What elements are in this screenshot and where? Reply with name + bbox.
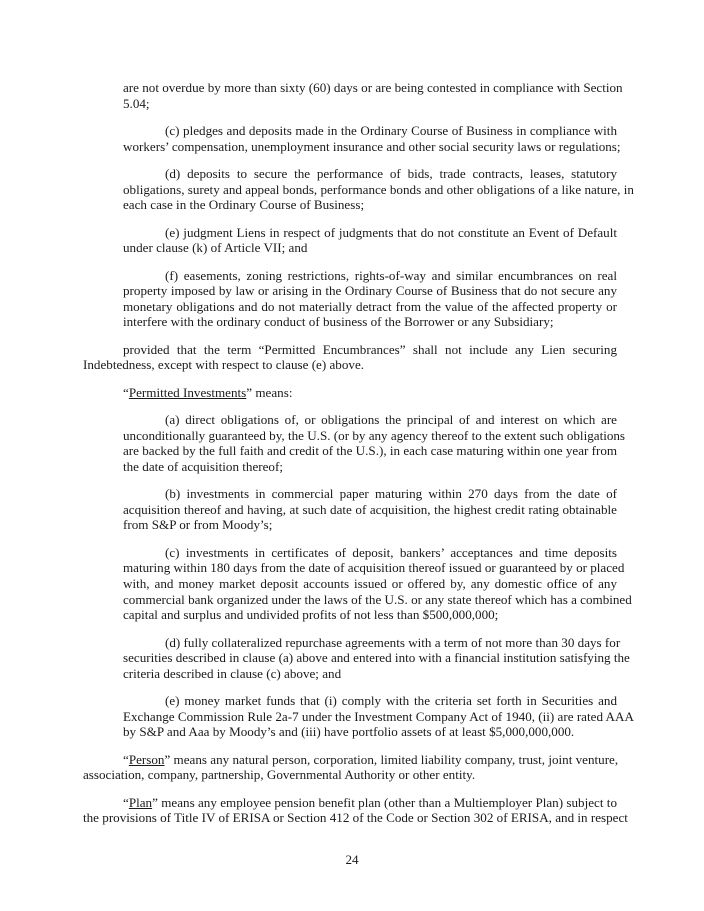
text-line: unconditionally guaranteed by, the U.S. (or by any agency thereof to the extent such obligations: [123, 427, 626, 443]
text-line: the date of acquisition thereof;: [123, 458, 283, 474]
text-line: commercial bank organized under the laws of the U.S. or any state thereof which has a combined: [123, 591, 632, 607]
text-line: (d) fully collateralized repurchase agreements with a term of not more than 30 days for: [165, 634, 621, 650]
paragraph-investments-e: [123, 693, 634, 740]
text-line: association, company, partnership, Governmental Authority or other entity.: [83, 767, 476, 783]
text-line: obligations, surety and appeal bonds, performance bonds and other obligations of a like nature, in: [123, 181, 634, 197]
definition-person: [83, 752, 617, 783]
text-line: (f) easements, zoning restrictions, rights-of-way and similar encumbrances on real: [165, 267, 617, 283]
definition-permitted-investments: [83, 385, 617, 401]
text-line: (b) investments in commercial paper maturing within 270 days from the date of: [165, 486, 617, 502]
paragraph-investments-b: [123, 486, 617, 533]
text-line: the provisions of Title IV of ERISA or Section 412 of the Code or Section 302 of ERISA, and in respect: [83, 810, 628, 826]
paragraph-encumbrances-b-continued: [123, 80, 623, 111]
definition-heading-line: [83, 385, 617, 401]
open-quote: “: [123, 384, 129, 400]
paragraph-investments-a: [123, 412, 626, 474]
definition-plan: [83, 794, 628, 826]
text-line: Indebtedness, except with respect to clause (e) above.: [83, 357, 365, 373]
text-line: (c) pledges and deposits made in the Ordinary Course of Business in compliance with: [165, 122, 617, 138]
definition-lead: ” means any employee pension benefit plan (other than a Multiemployer Plan) subject to: [152, 794, 617, 810]
text-line: criteria described in clause (c) above; and: [123, 665, 342, 681]
text-line: maturing within 180 days from the date of acquisition thereof issued or guaranteed by or placed: [123, 560, 625, 576]
paragraph-encumbrances-e: [123, 225, 617, 256]
paragraph-encumbrances-d: [123, 165, 634, 213]
paragraph-investments-d: [123, 634, 630, 682]
text-line: acquisition thereof and having, at such date of acquisition, the highest credit rating obtainable: [123, 501, 617, 517]
text-line: property imposed by law or arising in the Ordinary Course of Business that do not secure any: [123, 283, 617, 299]
text-line: under clause (k) of Article VII; and: [123, 240, 308, 256]
text-line: capital and surplus and undivided profits of not less than $500,000,000;: [123, 607, 499, 623]
page-number: 24: [345, 852, 359, 867]
text-line: are not overdue by more than sixty (60) days or are being contested in compliance with Section: [123, 80, 623, 95]
text-line: Exchange Commission Rule 2a-7 under the Investment Company Act of 1940, (ii) are rated AAA: [123, 708, 634, 724]
text-line: (a) direct obligations of, or obligations the principal of and interest on which are: [165, 412, 617, 428]
text-line: (d) deposits to secure the performance of bids, trade contracts, leases, statutory: [165, 165, 617, 181]
text-line: (c) investments in certificates of deposit, bankers’ acceptances and time deposits: [165, 544, 617, 560]
definition-heading-line: [83, 752, 617, 768]
defined-term: Person: [128, 751, 165, 767]
text-line: 5.04;: [123, 95, 150, 111]
text-line: interfere with the ordinary conduct of business of the Borrower or any Subsidiary;: [123, 314, 554, 330]
text-line: by S&P and Aaa by Moody’s and (iii) have portfolio assets of at least $5,000,000,000.: [123, 724, 575, 740]
text-line: from S&P or from Moody’s;: [123, 517, 273, 533]
open-quote: “: [123, 751, 129, 767]
text-line: securities described in clause (a) above and entered into with a financial institution satisfying the: [123, 650, 630, 666]
page-body: [83, 80, 634, 838]
definition-heading-line: [83, 795, 617, 811]
text-line: provided that the term “Permitted Encumbrances” shall not include any Lien securing: [123, 341, 617, 357]
text-line: monetary obligations and do not materially detract from the value of the affected property or: [123, 298, 617, 314]
text-line: (e) judgment Liens in respect of judgments that do not constitute an Event of Default: [165, 224, 617, 240]
text-line: workers’ compensation, unemployment insurance and other social security laws or regulations;: [123, 138, 621, 154]
definition-lead: ” means any natural person, corporation, limited liability company, trust, joint venture,: [164, 751, 619, 767]
paragraph-encumbrances-f: [123, 268, 617, 330]
open-quote: “: [123, 794, 129, 810]
defined-term: Plan: [128, 794, 153, 810]
text-line: (e) money market funds that (i) comply with the criteria set forth in Securities and: [165, 693, 617, 709]
definition-lead: ” means:: [246, 384, 293, 400]
paragraph-encumbrances-c: [123, 122, 621, 154]
text-line: are backed by the full faith and credit of the U.S.), in each case maturing within one year from: [123, 443, 618, 459]
paragraph-encumbrances-proviso: [83, 342, 617, 373]
defined-term: Permitted Investments: [128, 384, 247, 400]
text-line: with, and money market deposit accounts issued or offered by, any domestic office of any: [123, 576, 617, 592]
text-line: each case in the Ordinary Course of Business;: [123, 197, 365, 213]
paragraph-investments-c: [123, 544, 632, 623]
